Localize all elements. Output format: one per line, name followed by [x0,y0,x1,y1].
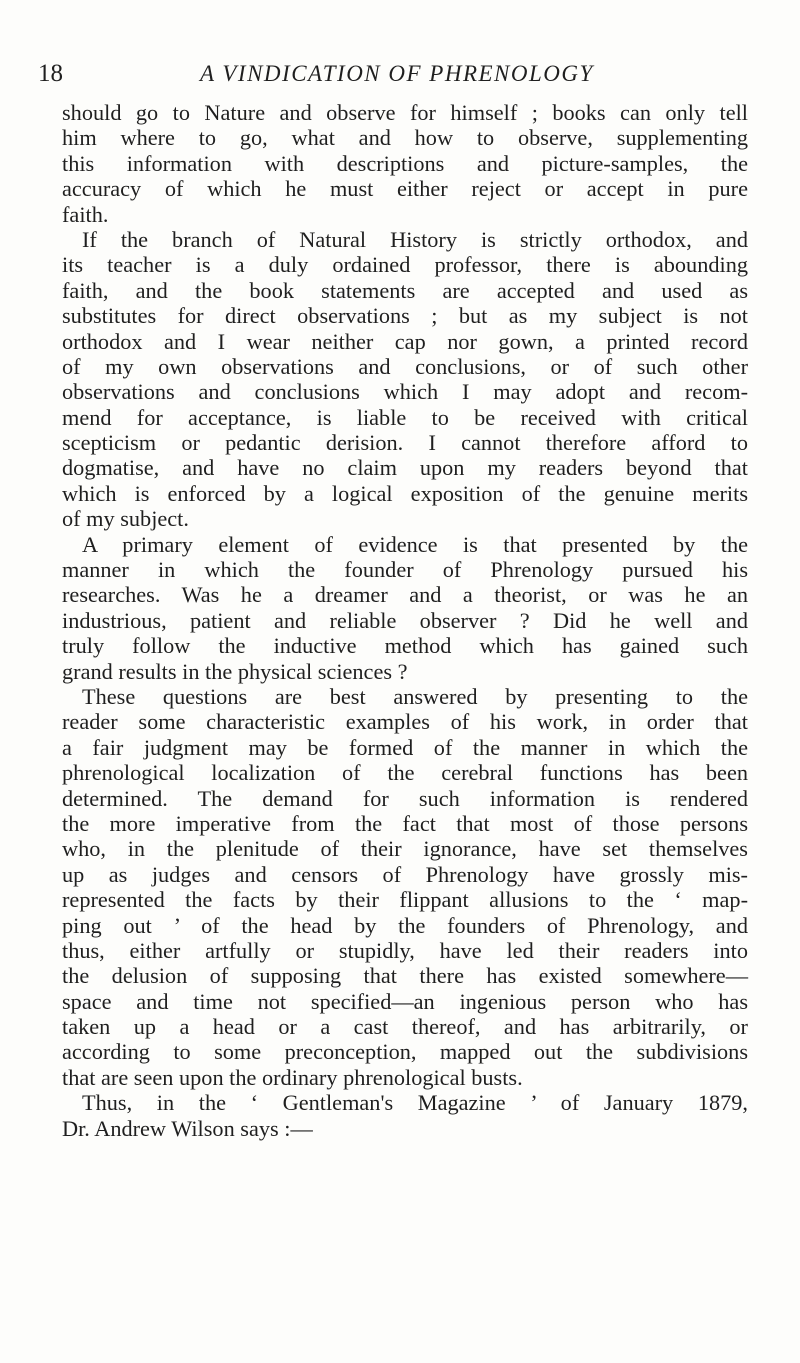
text-line: A primary element of evidence is that presented by the [82,531,748,557]
text-line: should go to Nature and observe for himself ; books can only tell [62,100,748,125]
text-line: Dr. Andrew Wilson says :— [62,1115,313,1141]
text-line: accuracy of which he must either reject or accept in pure [62,176,748,202]
text-line: of my subject. [62,506,189,532]
text-line: represented the facts by their flippant allusions to the ‘ map- [62,887,748,913]
text-line: its teacher is a duly ordained professor, there is abounding [62,252,748,278]
text-line: taken up a head or a cast thereof, and has arbitrarily, or [62,1014,748,1040]
text-line: orthodox and I wear neither cap nor gown, a printed record [62,328,748,354]
text-line: a fair judgment may be formed of the manner in which the [62,734,748,760]
text-line: faith. [62,201,109,227]
text-line: that are seen upon the ordinary phrenological busts. [62,1064,523,1090]
text-line: scepticism or pedantic derision. I cannot therefore afford to [62,430,748,456]
running-head: A VINDICATION OF PHRENOLOGY [200,61,594,86]
text-line: mend for acceptance, is liable to be received with critical [62,404,748,430]
text-line: If the branch of Natural History is strictly orthodox, and [82,226,748,252]
text-line: substitutes for direct observations ; but as my subject is not [62,303,748,329]
text-line: industrious, patient and reliable observer ? Did he well and [62,607,748,633]
text-line: this information with descriptions and picture-samples, the [62,150,748,176]
text-line: grand results in the physical sciences ? [62,658,408,684]
text-line: phrenological localization of the cerebral functions has been [62,760,748,786]
page-header [38,58,738,98]
text-line: ping out ’ of the head by the founders of Phrenology, and [62,912,748,938]
text-line: reader some characteristic examples of his work, in order that [62,709,748,735]
text-line: the more imperative from the fact that most of those persons [62,810,748,836]
text-line: researches. Was he a dreamer and a theorist, or was he an [62,582,748,608]
text-line: the delusion of supposing that there has existed somewhere— [62,963,748,989]
text-line: who, in the plenitude of their ignorance, have set themselves [62,836,748,862]
text-line: observations and conclusions which I may adopt and recom- [62,379,748,405]
text-line: faith, and the book statements are accepted and used as [62,277,748,303]
text-line: of my own observations and conclusions, or of such other [62,353,748,379]
text-line: according to some preconception, mapped out the subdivisions [62,1039,748,1065]
text-line: dogmatise, and have no claim upon my readers beyond that [62,455,748,481]
body-text [62,100,748,1141]
text-line: manner in which the founder of Phrenology pursued his [62,557,748,583]
text-line: Thus, in the ‘ Gentleman's Magazine ’ of January 1879, [82,1090,748,1116]
text-line: up as judges and censors of Phrenology have grossly mis- [62,861,748,887]
text-line: truly follow the inductive method which has gained such [62,633,748,659]
text-line: which is enforced by a logical exposition of the genuine merits [62,480,748,506]
text-line: These questions are best answered by presenting to the [82,683,748,709]
text-line: thus, either artfully or stupidly, have led their readers into [62,937,748,963]
page-number: 18 [38,60,63,87]
text-line: determined. The demand for such information is rendered [62,785,748,811]
text-line: him where to go, what and how to observe, supplementing [62,125,748,151]
text-line: space and time not specified—an ingenious person who has [62,988,748,1014]
